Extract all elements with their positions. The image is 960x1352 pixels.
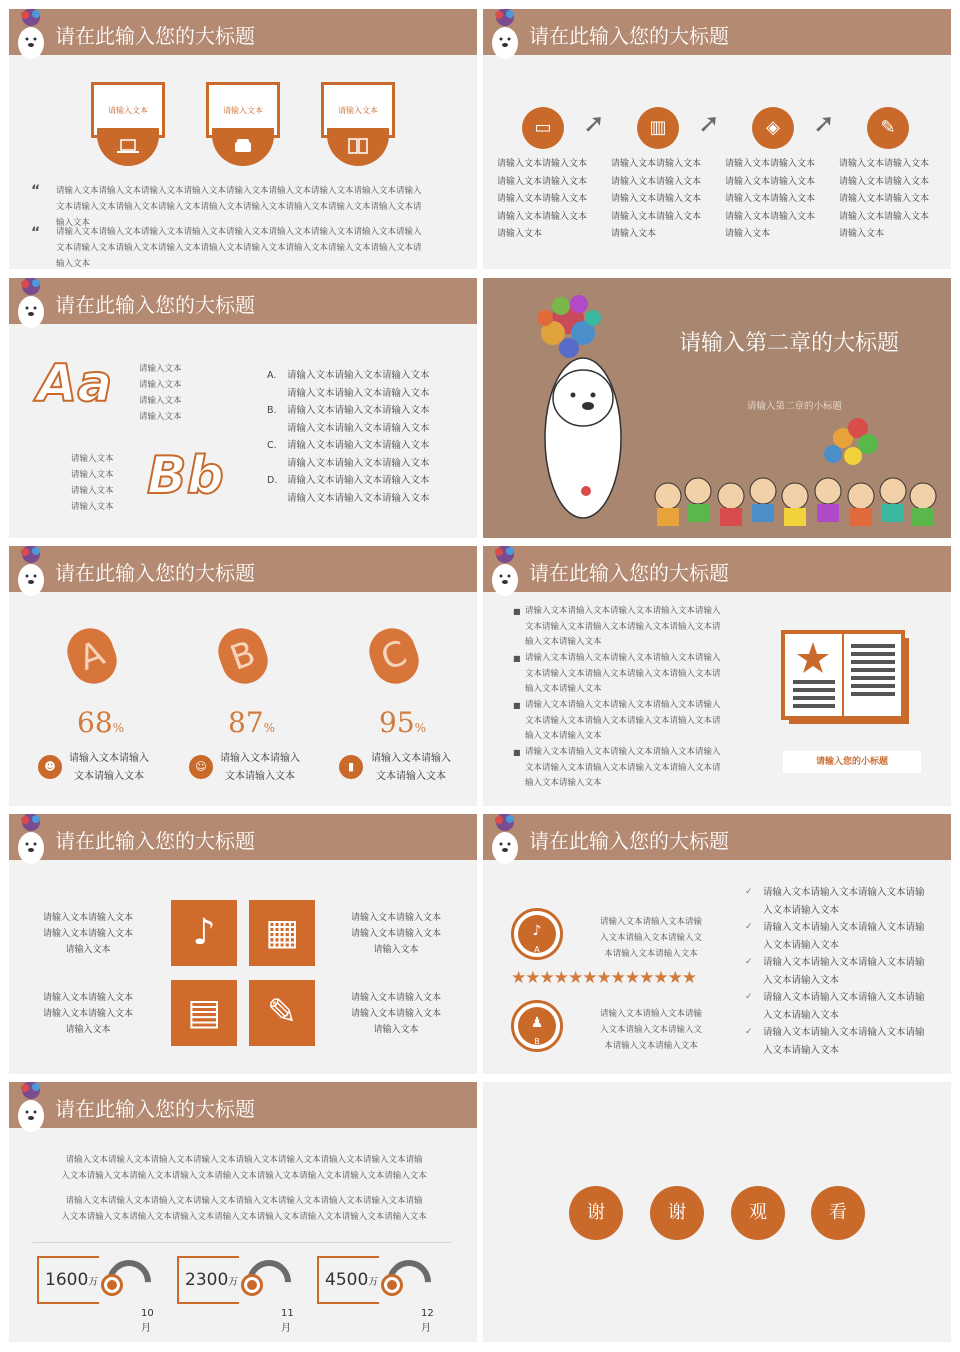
header-title: 请在此输入您的大标题 bbox=[55, 1097, 255, 1121]
caption-text: 请输入您的小标题 bbox=[815, 757, 888, 767]
slide-7 bbox=[9, 814, 477, 1074]
text-line: 请输入文本请输入文本请输入文本请输入文本请输入文本请输入文本请输入文本请输入文本请输 bbox=[65, 1196, 423, 1206]
percent-value-c bbox=[379, 706, 426, 739]
item-mark: B. bbox=[267, 405, 277, 416]
ring-text-b bbox=[591, 1006, 711, 1054]
text-line: 入文本请输入文本请输入文本请输入文本请输入文本请输入文本请输入文本请输入文本请输入文本 bbox=[61, 1171, 427, 1181]
card-3 bbox=[321, 82, 395, 170]
stat-2300 bbox=[177, 1256, 297, 1334]
card-label: 请输入文本 bbox=[108, 106, 148, 115]
bullet-item: ■ 请输入文本请输入文本请输入文本请输入文本请输入文本请输入文本请输入文本请输入文本请输入文本请输入文本请输入文本 bbox=[525, 698, 725, 745]
header-title: 请在此输入您的大标题 bbox=[55, 829, 255, 853]
text-line: 请输入文本请输入文本请输 bbox=[599, 1009, 702, 1019]
abcd-list bbox=[267, 367, 430, 507]
tag-icon: ◈ bbox=[752, 107, 794, 149]
value: 68 bbox=[77, 706, 113, 739]
open-book-icon bbox=[781, 630, 911, 726]
slide-3 bbox=[9, 278, 477, 538]
quote-icon: “ bbox=[31, 225, 41, 241]
list-item: 请输入文本 bbox=[71, 470, 114, 480]
text-line: 请输入文本请输入文本 bbox=[350, 1009, 441, 1019]
text-line: 本请输入文本请输入文本 bbox=[604, 949, 698, 959]
percent-value-b bbox=[228, 706, 275, 739]
stat-value: 2300万 bbox=[185, 1270, 239, 1290]
bear-logo-icon bbox=[11, 278, 51, 334]
column-text-3: 请输入文本请输入文本请输入文本请输入文本请输入文本请输入文本请输入文本请输入文本请输入文本 bbox=[725, 159, 816, 239]
chapter-title: 请输入第二章的大标题 bbox=[679, 331, 900, 356]
bear-logo-icon bbox=[11, 1082, 51, 1138]
percent-value-a bbox=[77, 706, 124, 739]
slide-header bbox=[483, 546, 951, 592]
text-line: 请输入文本 bbox=[65, 1025, 111, 1035]
stat-text-b bbox=[220, 750, 300, 786]
bullet-item: ■ 请输入文本请输入文本请输入文本请输入文本请输入文本请输入文本请输入文本请输入文本请输入文本请输入文本请输入文本 bbox=[525, 651, 725, 698]
quote-icon: “ bbox=[31, 183, 41, 199]
item-mark: D. bbox=[267, 475, 278, 486]
header-title: 请在此输入您的大标题 bbox=[529, 24, 729, 48]
dot-icon bbox=[101, 1274, 123, 1296]
text-line: 请输入文本请输入文本 bbox=[350, 993, 441, 1003]
text-line: 文本请输入文本 bbox=[376, 771, 446, 782]
text-line: 请输入文本 bbox=[373, 945, 419, 955]
text-line: 请输入文本请输入文本请输 bbox=[599, 917, 702, 927]
side-text-1 bbox=[33, 910, 143, 958]
book-icon: ▥ bbox=[637, 107, 679, 149]
text-line: 文本请输入文本 bbox=[225, 771, 295, 782]
slide-header bbox=[9, 546, 477, 592]
ring-text-a bbox=[591, 914, 711, 962]
slide-1 bbox=[9, 9, 477, 269]
palette-icon: ✎ bbox=[249, 980, 315, 1046]
bear-logo-icon bbox=[485, 9, 525, 65]
list-item: 请输入文本 bbox=[71, 502, 114, 512]
stat-1600 bbox=[37, 1256, 157, 1334]
bear-logo-icon bbox=[11, 814, 51, 870]
text-line: ✓ 请输入文本请输入文本请输入文本请输 bbox=[763, 922, 925, 933]
header-title: 请在此输入您的大标题 bbox=[529, 561, 729, 585]
bear-logo-icon bbox=[485, 814, 525, 870]
text-line: ✓ 请输入文本请输入文本请输入文本请输 bbox=[763, 1027, 925, 1038]
text-line: 请输入文本请输入 bbox=[220, 753, 300, 764]
text-line: 请输入文本请输入文本 bbox=[350, 913, 441, 923]
chapter-subtitle: 请输入第二章的小标题 bbox=[747, 401, 843, 412]
text-line: 本请输入文本请输入文本 bbox=[604, 1041, 698, 1051]
item-line: 请输入文本请输入文本请输入文本 bbox=[287, 440, 430, 451]
text-line: ✓ 请输入文本请输入文本请输入文本请输 bbox=[763, 957, 925, 968]
unit: % bbox=[112, 721, 125, 735]
stat-text-c bbox=[371, 750, 451, 786]
slide-2 bbox=[483, 9, 951, 269]
thanks-char: 看 bbox=[811, 1186, 865, 1240]
bear-with-flowers-illustration bbox=[483, 278, 951, 538]
item-line: 请输入文本请输入文本请输入文本 bbox=[287, 370, 430, 381]
card-2 bbox=[206, 82, 280, 170]
item-mark: A. bbox=[267, 370, 277, 381]
card-label: 请输入文本 bbox=[338, 106, 378, 115]
header-title: 请在此输入您的大标题 bbox=[55, 561, 255, 585]
list-item: 请输入文本 bbox=[71, 454, 114, 464]
users-icon: ☻ bbox=[38, 755, 62, 779]
stat-value: 4500万 bbox=[325, 1270, 379, 1290]
stat-value: 1600万 bbox=[45, 1270, 99, 1290]
slide-header bbox=[9, 814, 477, 860]
text-line: 请输入文本请输入文本 bbox=[42, 913, 133, 923]
list-item: 请输入文本 bbox=[139, 380, 182, 390]
dot-icon bbox=[241, 1274, 263, 1296]
ring-label: A bbox=[534, 945, 540, 954]
ring-b: ♟ B bbox=[511, 1000, 563, 1052]
item-line: 请输入文本请输入文本请输入文本 bbox=[287, 405, 430, 416]
column-text-2: 请输入文本请输入文本请输入文本请输入文本请输入文本请输入文本请输入文本请输入文本请输入文本 bbox=[611, 159, 702, 239]
text-line: 请输入文本请输入 bbox=[69, 753, 149, 764]
text-line: 入文本请输入文本 bbox=[763, 1044, 840, 1056]
card-1 bbox=[91, 82, 165, 170]
item-line: 请输入文本请输入文本请输入文本 bbox=[287, 422, 430, 434]
header-title: 请在此输入您的大标题 bbox=[529, 829, 729, 853]
check-item bbox=[763, 919, 933, 954]
item-mark: C. bbox=[267, 440, 277, 451]
card-label: 请输入文本 bbox=[223, 106, 263, 115]
letter-aa: Aa bbox=[37, 354, 113, 414]
ring-a: ♪ A bbox=[511, 908, 563, 960]
arrow-icon: ➚ bbox=[698, 109, 720, 139]
thanks-char: 谢 bbox=[569, 1186, 623, 1240]
arrow-icon: ➚ bbox=[813, 109, 835, 139]
side-text-4 bbox=[341, 990, 451, 1038]
caption-box bbox=[783, 751, 921, 773]
text-line: 请输入文本请输入文本请输入文本请输入文本请输入文本请输入文本请输入文本请输入文本请输 bbox=[65, 1155, 423, 1165]
list-b bbox=[71, 451, 114, 515]
text-line: 文本请输入文本 bbox=[74, 771, 144, 782]
list-a bbox=[139, 361, 182, 425]
thanks-char: 谢 bbox=[650, 1186, 704, 1240]
quote-text-1: 请输入文本请输入文本请输入文本请输入文本请输入文本请输入文本请输入文本请输入文本请输入文本请输入文本请输入文本请输入文本请输入文本请输入文本请输入文本请输入文本请输入文本请输入文本 bbox=[56, 186, 422, 228]
abcd-item bbox=[267, 437, 430, 455]
slide-9 bbox=[9, 1082, 477, 1342]
slide-header bbox=[483, 814, 951, 860]
slide-10-thanks bbox=[483, 1082, 951, 1342]
bullet-item: ■ 请输入文本请输入文本请输入文本请输入文本请输入文本请输入文本请输入文本请输入文本请输入文本请输入文本请输入文本 bbox=[525, 745, 725, 792]
dot-icon bbox=[381, 1274, 403, 1296]
text-line: 入文本请输入文本 bbox=[763, 904, 840, 916]
text-line: 请输入文本请输入文本 bbox=[42, 1009, 133, 1019]
letter-bb: Bb bbox=[147, 446, 224, 506]
abcd-item bbox=[267, 367, 430, 385]
abcd-item bbox=[267, 472, 430, 490]
letter-badge-b: B bbox=[212, 622, 274, 690]
bear-logo-icon bbox=[11, 9, 51, 65]
text-line: 入文本请输入文本 bbox=[763, 974, 840, 986]
unit: % bbox=[263, 721, 276, 735]
text-line: 入文本请输入文本请输入文 bbox=[599, 933, 702, 943]
header-title: 请在此输入您的大标题 bbox=[55, 293, 255, 317]
check-item bbox=[763, 1024, 933, 1059]
text-line: 入文本请输入文本 bbox=[763, 939, 840, 951]
stat-4500 bbox=[317, 1256, 437, 1334]
slide-header bbox=[483, 9, 951, 55]
thanks-char: 观 bbox=[731, 1186, 785, 1240]
check-item bbox=[763, 989, 933, 1024]
chart-icon: ▮ bbox=[339, 755, 363, 779]
side-text-2 bbox=[33, 990, 143, 1038]
palette-icon: ✎ bbox=[867, 107, 909, 149]
quote-text-2: 请输入文本请输入文本请输入文本请输入文本请输入文本请输入文本请输入文本请输入文本请输入文本请输入文本请输入文本请输入文本请输入文本请输入文本请输入文本请输入文本请输入文本请输入文本 bbox=[56, 227, 422, 269]
star-rating: ★★★★★★★★★★★★★ bbox=[511, 968, 697, 988]
presentation-icon: ▭ bbox=[522, 107, 564, 149]
item-line: 请输入文本请输入文本请输入文本 bbox=[287, 492, 430, 504]
list-item: 请输入文本 bbox=[139, 396, 182, 406]
slide-header bbox=[9, 9, 477, 55]
value: 95 bbox=[379, 706, 415, 739]
phone-icon bbox=[212, 128, 274, 166]
arrow-icon: ➚ bbox=[583, 109, 605, 139]
ring-label: B bbox=[534, 1037, 540, 1046]
slide-header bbox=[9, 1082, 477, 1128]
text-line: 入文本请输入文本 bbox=[763, 1009, 840, 1021]
header-title: 请在此输入您的大标题 bbox=[55, 24, 255, 48]
list-item: 请输入文本 bbox=[71, 486, 114, 496]
paragraph-1 bbox=[39, 1152, 449, 1184]
column-text-1: 请输入文本请输入文本请输入文本请输入文本请输入文本请输入文本请输入文本请输入文本请输入文本 bbox=[497, 159, 588, 239]
check-item bbox=[763, 954, 933, 989]
value: 87 bbox=[228, 706, 264, 739]
group-icon: ☺ bbox=[189, 755, 213, 779]
slide-6 bbox=[483, 546, 951, 806]
abcd-item bbox=[267, 402, 430, 420]
item-line: 请输入文本请输入文本请输入文本 bbox=[287, 387, 430, 399]
text-line: 请输入文本请输入文本 bbox=[42, 993, 133, 1003]
stat-month: 12月 bbox=[421, 1308, 434, 1334]
text-line: 入文本请输入文本请输入文 bbox=[599, 1025, 702, 1035]
slide-header bbox=[9, 278, 477, 324]
side-text-3 bbox=[341, 910, 451, 958]
bear-logo-icon bbox=[485, 546, 525, 602]
slide-8 bbox=[483, 814, 951, 1074]
bear-logo-icon bbox=[11, 546, 51, 602]
text-line: ✓ 请输入文本请输入文本请输入文本请输 bbox=[763, 992, 925, 1003]
stat-month: 11月 bbox=[281, 1308, 294, 1334]
text-line: 请输入文本请输入文本 bbox=[42, 929, 133, 939]
calculator-icon: ▦ bbox=[249, 900, 315, 966]
check-item bbox=[763, 884, 933, 919]
bullet-item: ■ 请输入文本请输入文本请输入文本请输入文本请输入文本请输入文本请输入文本请输入文本请输入文本请输入文本请输入文本 bbox=[525, 604, 725, 651]
newspaper-icon: ▤ bbox=[171, 980, 237, 1046]
laptop-icon bbox=[97, 128, 159, 166]
text-line: 请输入文本 bbox=[373, 1025, 419, 1035]
letter-badge-a: A bbox=[61, 622, 123, 690]
unit: % bbox=[414, 721, 427, 735]
text-line: 请输入文本请输入文本 bbox=[350, 929, 441, 939]
item-line: 请输入文本请输入文本请输入文本 bbox=[287, 457, 430, 469]
list-item: 请输入文本 bbox=[139, 412, 182, 422]
music-icon: ♪ bbox=[171, 900, 237, 966]
column-text-4: 请输入文本请输入文本请输入文本请输入文本请输入文本请输入文本请输入文本请输入文本请输入文本 bbox=[839, 159, 930, 239]
text-line: 入文本请输入文本请输入文本请输入文本请输入文本请输入文本请输入文本请输入文本请输入文本 bbox=[61, 1212, 427, 1222]
paragraph-2 bbox=[39, 1193, 449, 1225]
text-line: ✓ 请输入文本请输入文本请输入文本请输 bbox=[763, 887, 925, 898]
document-icon bbox=[327, 128, 389, 166]
letter-badge-c: C bbox=[363, 622, 425, 690]
list-item: 请输入文本 bbox=[139, 364, 182, 374]
divider bbox=[33, 1242, 451, 1243]
stat-text-a bbox=[69, 750, 149, 786]
text-line: 请输入文本请输入 bbox=[371, 753, 451, 764]
slide-4-chapter bbox=[483, 278, 951, 538]
slide-5 bbox=[9, 546, 477, 806]
item-line: 请输入文本请输入文本请输入文本 bbox=[287, 475, 430, 486]
text-line: 请输入文本 bbox=[65, 945, 111, 955]
stat-month: 10月 bbox=[141, 1308, 154, 1334]
